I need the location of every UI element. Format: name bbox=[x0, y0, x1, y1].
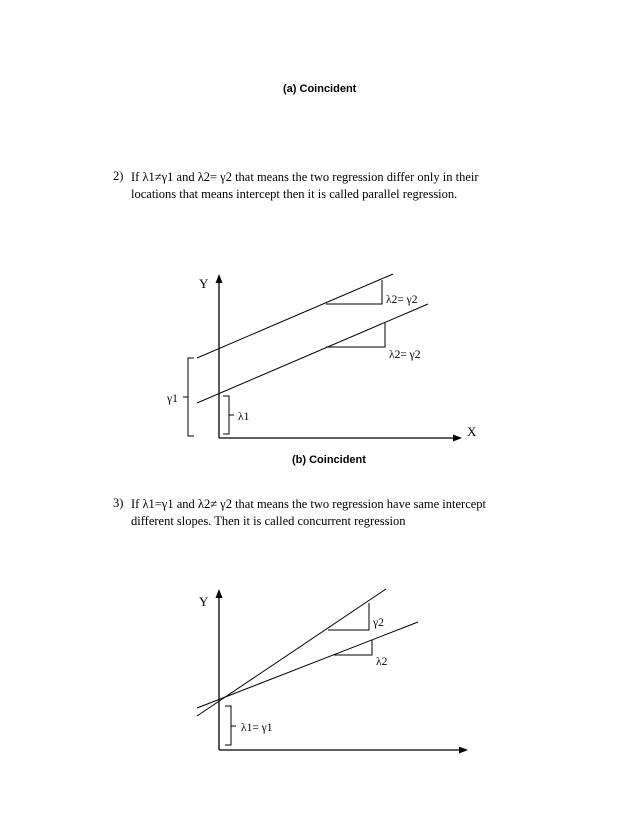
caption-a: (a) Coincident bbox=[283, 83, 357, 95]
slope-triangle-gamma2 bbox=[328, 603, 369, 630]
caption-b: (b) Coincident bbox=[292, 454, 366, 466]
x-axis-label: X bbox=[467, 424, 477, 439]
intercept-label: λ1= γ1 bbox=[241, 722, 273, 734]
slope-label-upper: λ2= γ2 bbox=[386, 294, 418, 306]
y-axis-arrow-icon-c bbox=[216, 589, 223, 598]
intercept-bracket bbox=[225, 706, 236, 745]
slope-label-lambda2: λ2 bbox=[376, 656, 388, 668]
lambda1-label: λ1 bbox=[238, 411, 250, 423]
x-axis-arrow-icon-c bbox=[459, 747, 468, 754]
slope-label-lower: λ2= γ2 bbox=[389, 349, 421, 361]
item-2-line-2: locations that means intercept then it is called parallel regression. bbox=[131, 187, 458, 201]
item-2-number: 2) bbox=[113, 169, 124, 183]
gamma1-label: γ1 bbox=[167, 393, 178, 405]
y-axis-label: Y bbox=[199, 276, 209, 291]
slope-label-gamma2: γ2 bbox=[373, 617, 384, 629]
item-3-line-2: different slopes. Then it is called concurrent regression bbox=[131, 514, 406, 528]
item-3-number: 3) bbox=[113, 496, 124, 510]
y-axis-label-c: Y bbox=[199, 594, 209, 609]
item-3-line-1: If λ1=γ1 and λ2≠ γ2 that means the two regression have same intercept bbox=[131, 497, 487, 511]
item-2-line-1: If λ1≠γ1 and λ2= γ2 that means the two regression differ only in their bbox=[131, 170, 479, 184]
